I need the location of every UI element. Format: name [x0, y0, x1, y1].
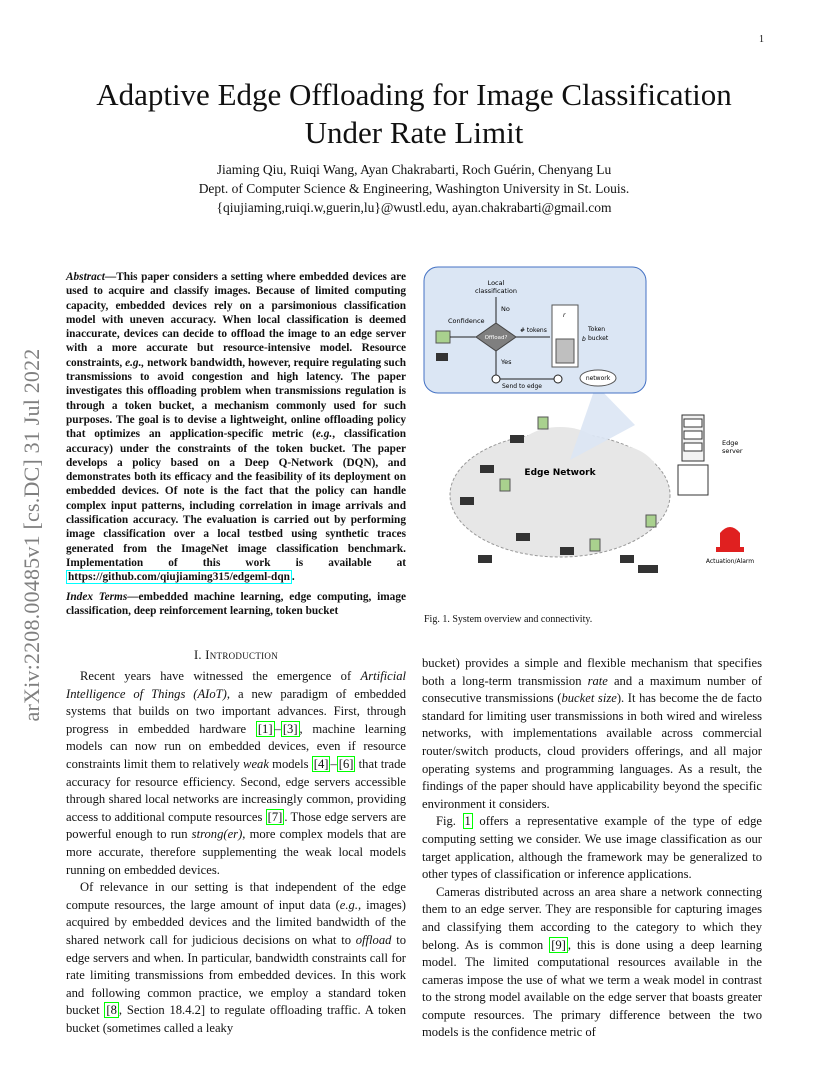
arxiv-stamp	[10, 300, 54, 770]
intro-left-column	[66, 668, 406, 1037]
edge-network-label: Edge Network	[524, 468, 596, 478]
token-bucket-fill	[556, 339, 574, 363]
figure-caption: Fig. 1. System overview and connectivity.	[424, 614, 593, 625]
local-classification-label-2: classification	[474, 287, 518, 295]
actuation-label: Actuation/Alarm	[705, 558, 755, 565]
index-terms	[66, 590, 406, 619]
intro-paragraph-5: Cameras distributed across an area share a network connecting them to an edge server. They are responsible for capturing images and classifying them according to the category to which they belong. As is common [9] , this is done using a deep learning model. The limited computational resources available in the cameras impose the use of what we term a weak model in contrast to the strong model available on the edge server that boasts greater compute resources. The primary difference between the two models is the confidence metric of	[422, 884, 762, 1040]
citation-6[interactable]: [6]	[338, 756, 354, 771]
camera-device-icon	[436, 353, 448, 361]
local-classification-label-1: Local	[487, 279, 505, 287]
camera-icon	[436, 331, 450, 343]
system-overview-diagram	[420, 265, 764, 601]
intro-paragraph-3: bucket) provides a simple and flexible mechanism that specifies both a long-term transmission rate and a maximum number of consecutive transmissions (bucket size). It has become the de facto standard for limiting user transmissions in both wired and wireless networks, with implementations available across commercial router/switch products, cloud providers offerings, and all major operating systems and programming languages. As a result, the findings of the paper should have applicability beyond the specific environment it considers.	[422, 656, 763, 811]
token-bucket-label-2: bucket	[588, 335, 609, 342]
abstract-label: Abstract	[66, 271, 105, 283]
title-line-2: Under Rate Limit	[304, 115, 524, 150]
edge-server-label-2: server	[722, 447, 743, 455]
paper-title	[60, 76, 768, 152]
citation-7[interactable]: [7]	[267, 809, 283, 824]
citation-8[interactable]: [8	[106, 1003, 117, 1018]
edge-server-icon	[678, 415, 708, 495]
affiliation: Dept. of Computer Science & Engineering, Washington University in St. Louis.	[198, 181, 630, 196]
abstract-eg-2: e.g.	[315, 428, 333, 441]
intro-right-column	[422, 655, 762, 1042]
emails: {qiujiaming,ruiqi.w,guerin,lu}@wustl.edu, ayan.chakrabarti@gmail.com	[216, 200, 612, 215]
bucket-junction	[554, 375, 562, 383]
tokens-label: # tokens	[520, 327, 547, 334]
arxiv-stamp-text: arXiv:2208.00485v1 [cs.DC] 31 Jul 2022	[19, 348, 44, 722]
abstract-text-2: network bandwidth, however, require regulating such transmissions to avoid congestion and high latency. The paper investigates this offloading problem when transmissions regulation is through a token bucket, a mechanism commonly used for such purposes. The goal is to devise a lightweight, online offloading policy that optimizes an application-specific metric (	[66, 356, 406, 441]
citation-1[interactable]: [1]	[257, 721, 273, 736]
edge-network-cloud	[450, 427, 670, 557]
figure-1-link[interactable]: 1	[464, 814, 471, 829]
yes-label: Yes	[501, 358, 512, 366]
intro-paragraph-1: Recent years have witnessed the emergence of Artificial Intelligence of Things (AIoT), a new paradigm of embedded systems that builds on two important advances. First, through progress in embedded hardware [1] – [3] , machine learning models can now run on embedded devices, even if resource constraints limit them to relatively weak models [4] – [6] that trade accuracy for resource efficiency. Second, edge servers accessible through shared local networks are increasingly common, providing access to additional compute resources [7] . Those edge servers are powerful enough to run strong(er), more complex models that are more accurate, therefore supplementing the weak local models running on embedded devices.	[66, 669, 406, 877]
github-link[interactable]: https://github.com/qiujiaming315/edgeml-dqn	[68, 571, 290, 584]
abstract-eg: e.g.,	[125, 356, 145, 369]
page-number: 1	[759, 34, 764, 45]
bucket-size-label: b	[582, 336, 586, 343]
citation-4[interactable]: [4]	[313, 756, 329, 771]
abstract	[66, 270, 406, 585]
index-terms-text: —embedded machine learning, edge computing, image classification, deep reinforcement learning, token bucket	[66, 591, 406, 618]
section-heading-introduction: I. Introduction	[193, 648, 279, 662]
send-to-edge-label: Send to edge	[502, 383, 542, 390]
index-terms-label: Index Terms	[66, 591, 128, 603]
intro-paragraph-4: Fig. 1 offers a representative example of the type of edge computing setting we consider. We use image classification as our target application, although the framework may be generalized to other types of classification or inference applications.	[422, 814, 762, 882]
offload-label: Offload?	[484, 335, 508, 341]
figure-1	[420, 265, 764, 601]
citation-9[interactable]: [9]	[551, 937, 566, 952]
intro-paragraph-2: Of relevance in our setting is that independent of the edge compute resources, the large amount of input data (e.g., images) acquired by embedded devices and the limited bandwidth of the shared network call for judicious decisions on what to offload to edge servers and when. In particular, bandwidth constraints call for rate limiting transmissions from embedded devices. In this work and following common practice, we employ a standard token bucket [8 , Section 18.4.2] to regulate offloading traffic. A token bucket (sometimes called a leaky	[66, 880, 406, 1035]
confidence-label: Confidence	[448, 317, 485, 325]
alarm-icon	[716, 527, 744, 552]
no-label: No	[501, 305, 510, 313]
token-bucket-label-1: Token	[588, 326, 606, 333]
send-junction	[492, 375, 500, 383]
network-label: network	[585, 375, 611, 382]
citation-3[interactable]: [3]	[282, 721, 298, 736]
edge-server-label-1: Edge	[722, 439, 739, 447]
title-line-1: Adaptive Edge Offloading for Image Classification	[96, 77, 732, 112]
rate-label: r	[563, 312, 566, 319]
abstract-text-3: , classification accuracy) under the constraints of the token bucket. The paper develops a policy based on a Deep Q-Network (DQN), and demonstrates both its efficacy and the feasibility of its deployment on embedded devices. Of note is the fact that the policy can handle complex input patterns, including correlation in image arrivals and classification accuracy. The evaluation is carried out by performing image classification over a local testbed using synthetic traces generated from the ImageNet image classification benchmark. Implementation of this work is available at	[66, 428, 407, 569]
abstract-text: —This paper considers a setting where embedded devices are used to acquire and classify images. Because of limited computing capacity, embedded devices rely on a parsimonious classification model with uneven accuracy. When local classification is deemed inaccurate, devices can decide to offload the image to an edge server with a more accurate but resource-intensive model. Resource constraints,	[66, 271, 406, 369]
abstract-end: .	[291, 571, 295, 584]
author-block	[60, 160, 768, 217]
authors: Jiaming Qiu, Ruiqi Wang, Ayan Chakrabarti, Roch Guérin, Chenyang Lu	[216, 162, 612, 177]
